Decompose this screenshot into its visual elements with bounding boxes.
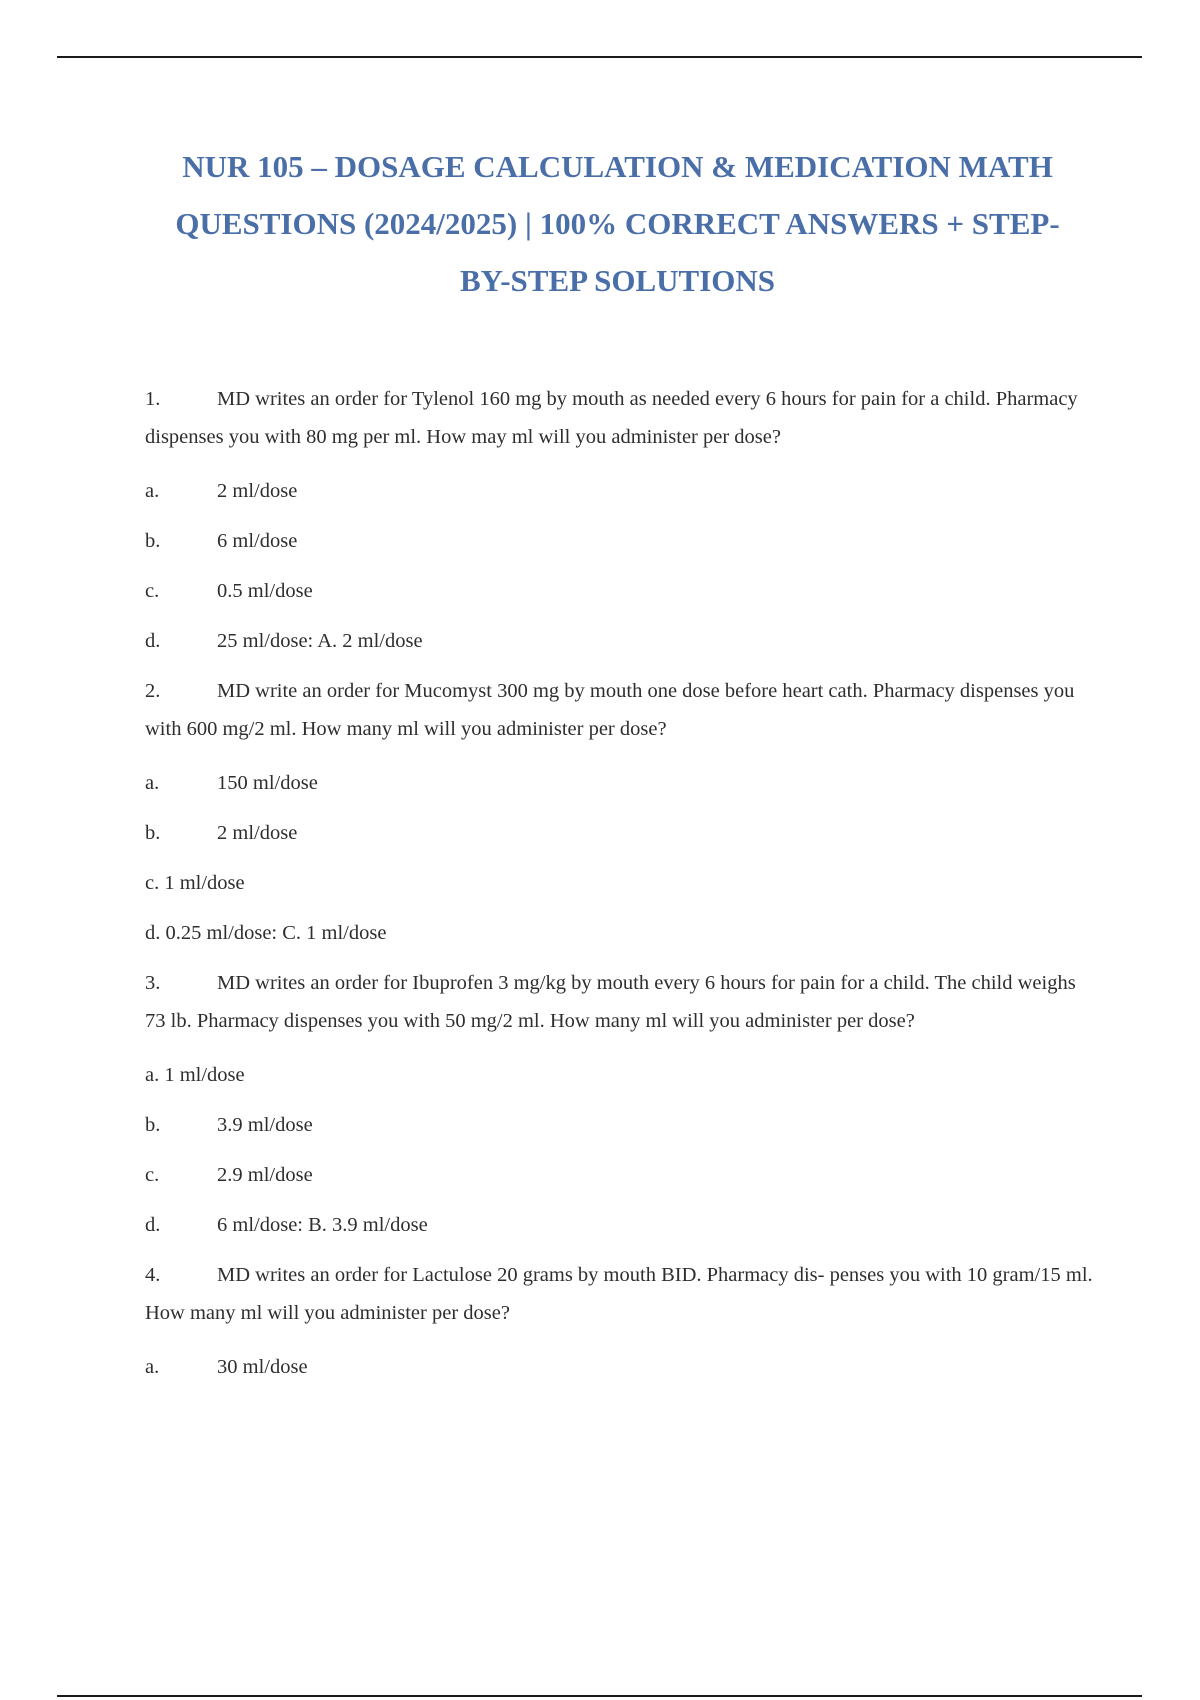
question-body: MD writes an order for Lactulose 20 grams by mouth BID. Pharmacy dis- penses you with 10 gram/15 ml. How many ml will you administer per dose? xyxy=(145,1264,1093,1324)
option-c: c. 1 ml/dose xyxy=(145,872,245,894)
option-a: a. 30 ml/dose xyxy=(145,1356,308,1378)
question-number: 2. xyxy=(145,680,161,702)
question-3 xyxy=(145,964,1095,1260)
question-number: 4. xyxy=(145,1264,161,1286)
question-list xyxy=(145,380,1095,1402)
option-b: b. 3.9 ml/dose xyxy=(145,1114,313,1136)
option-b: b. 2 ml/dose xyxy=(145,822,298,844)
document-title xyxy=(150,138,1085,309)
question-1 xyxy=(145,380,1095,676)
question-3-text xyxy=(145,964,1095,1040)
question-body: MD write an order for Mucomyst 300 mg by mouth one dose before heart cath. Pharmacy dispenses you with 600 mg/2 ml. How many ml will you administer per dose? xyxy=(145,680,1075,740)
option-b: b. 6 ml/dose xyxy=(145,530,298,552)
option-d-answer: d. 6 ml/dose: B. 3.9 ml/dose xyxy=(145,1214,428,1236)
bottom-rule xyxy=(57,1695,1142,1697)
question-2-text xyxy=(145,672,1095,748)
question-2 xyxy=(145,672,1095,968)
title-line-2: QUESTIONS (2024/2025) | 100% CORRECT ANSWERS + STEP- xyxy=(175,206,1060,241)
question-4-text xyxy=(145,1256,1095,1332)
option-d-answer: d. 25 ml/dose: A. 2 ml/dose xyxy=(145,630,423,652)
option-a: a. 1 ml/dose xyxy=(145,1064,245,1086)
question-number: 3. xyxy=(145,972,161,994)
title-line-1: NUR 105 – DOSAGE CALCULATION & MEDICATION MATH xyxy=(182,149,1053,184)
question-1-text xyxy=(145,380,1095,456)
question-body: MD writes an order for Ibuprofen 3 mg/kg by mouth every 6 hours for pain for a child. The child weighs 73 lb. Pharmacy dispenses you with 50 mg/2 ml. How many ml will you administer per dose? xyxy=(145,972,1076,1032)
question-4 xyxy=(145,1256,1095,1402)
option-a: a. 2 ml/dose xyxy=(145,480,298,502)
title-line-3: BY-STEP SOLUTIONS xyxy=(459,263,775,298)
question-body: MD writes an order for Tylenol 160 mg by mouth as needed every 6 hours for pain for a child. Pharmacy dispenses you with 80 mg per ml. How may ml will you administer per dose? xyxy=(145,388,1078,448)
option-c: c. 2.9 ml/dose xyxy=(145,1164,313,1186)
question-number: 1. xyxy=(145,388,161,410)
top-rule xyxy=(57,56,1142,58)
option-a: a. 150 ml/dose xyxy=(145,772,318,794)
option-c: c. 0.5 ml/dose xyxy=(145,580,313,602)
option-d-answer: d. 0.25 ml/dose: C. 1 ml/dose xyxy=(145,922,387,944)
